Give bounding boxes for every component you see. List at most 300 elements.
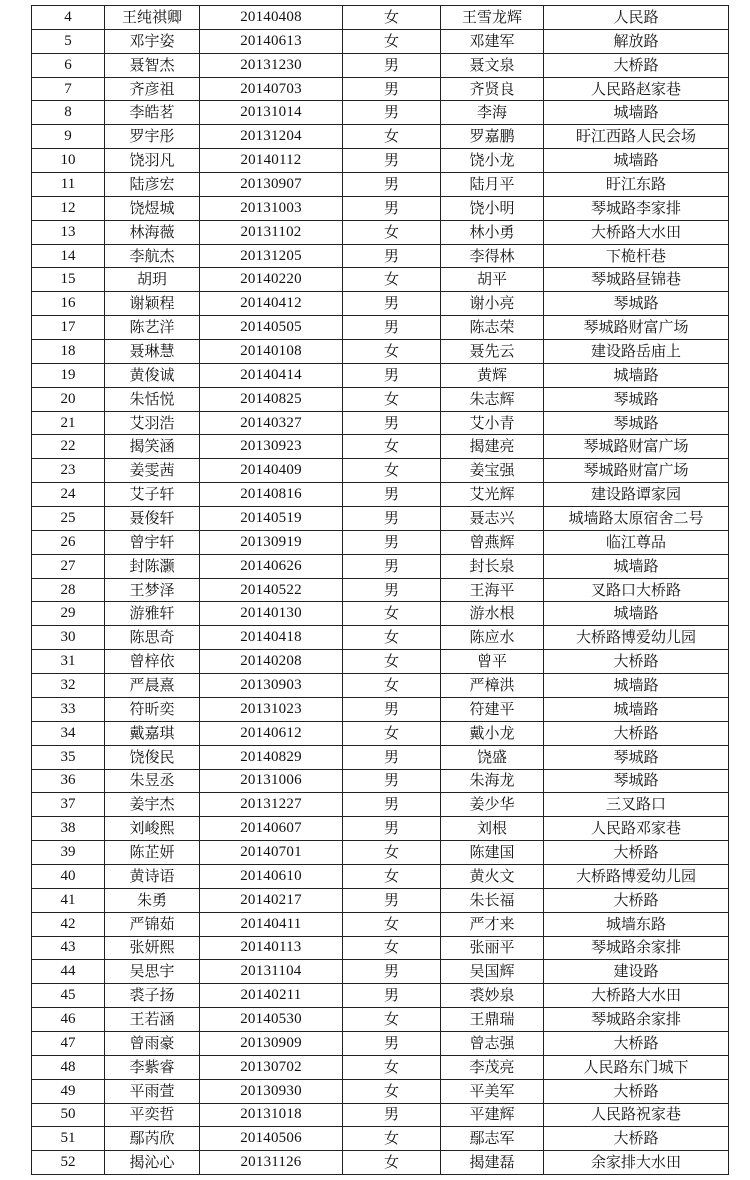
parent-name-cell: 林小勇	[441, 220, 544, 244]
student-name-cell: 刘峻熙	[105, 817, 200, 841]
home-address-cell: 临江尊品	[544, 530, 729, 554]
student-roster-table	[31, 5, 729, 1175]
student-name-cell: 戴嘉琪	[105, 721, 200, 745]
birth-date-cell: 20131102	[200, 220, 343, 244]
home-address-cell: 琴城路	[544, 769, 729, 793]
home-address-cell: 大桥路大水田	[544, 220, 729, 244]
student-name-cell: 吴思宇	[105, 960, 200, 984]
parent-name-cell: 符建平	[441, 697, 544, 721]
birth-date-cell: 20140418	[200, 626, 343, 650]
table-row	[32, 960, 729, 984]
parent-name-cell: 裘妙泉	[441, 984, 544, 1008]
home-address-cell: 人民路邓家巷	[544, 817, 729, 841]
parent-name-cell: 聂志兴	[441, 507, 544, 531]
row-number-cell: 41	[32, 888, 105, 912]
gender-cell: 男	[343, 173, 441, 197]
student-name-cell: 严锦茹	[105, 912, 200, 936]
home-address-cell: 大桥路	[544, 721, 729, 745]
student-name-cell: 黄俊诚	[105, 363, 200, 387]
home-address-cell: 琴城路财富广场	[544, 459, 729, 483]
student-name-cell: 朱恬悦	[105, 387, 200, 411]
student-name-cell: 王若涵	[105, 1008, 200, 1032]
birth-date-cell: 20140703	[200, 77, 343, 101]
parent-name-cell: 王雪龙辉	[441, 6, 544, 30]
gender-cell: 男	[343, 101, 441, 125]
row-number-cell: 8	[32, 101, 105, 125]
birth-date-cell: 20131006	[200, 769, 343, 793]
home-address-cell: 人民路祝家巷	[544, 1103, 729, 1127]
home-address-cell: 城墙东路	[544, 912, 729, 936]
parent-name-cell: 鄢志军	[441, 1127, 544, 1151]
student-name-cell: 符昕奕	[105, 697, 200, 721]
table-row	[32, 1103, 729, 1127]
student-name-cell: 陈芷妍	[105, 841, 200, 865]
home-address-cell: 解放路	[544, 29, 729, 53]
parent-name-cell: 曾燕辉	[441, 530, 544, 554]
student-name-cell: 黄诗语	[105, 864, 200, 888]
gender-cell: 女	[343, 459, 441, 483]
home-address-cell: 大桥路	[544, 650, 729, 674]
row-number-cell: 38	[32, 817, 105, 841]
row-number-cell: 43	[32, 936, 105, 960]
home-address-cell: 琴城路	[544, 745, 729, 769]
student-name-cell: 聂琳慧	[105, 340, 200, 364]
student-name-cell: 李紫睿	[105, 1055, 200, 1079]
parent-name-cell: 朱海龙	[441, 769, 544, 793]
birth-date-cell: 20140211	[200, 984, 343, 1008]
student-name-cell: 裘子扬	[105, 984, 200, 1008]
table-row	[32, 769, 729, 793]
gender-cell: 女	[343, 626, 441, 650]
gender-cell: 女	[343, 1055, 441, 1079]
row-number-cell: 35	[32, 745, 105, 769]
gender-cell: 男	[343, 244, 441, 268]
parent-name-cell: 艾小青	[441, 411, 544, 435]
home-address-cell: 盱江东路	[544, 173, 729, 197]
birth-date-cell: 20140409	[200, 459, 343, 483]
parent-name-cell: 严樟洪	[441, 674, 544, 698]
student-name-cell: 张妍熙	[105, 936, 200, 960]
gender-cell: 女	[343, 387, 441, 411]
parent-name-cell: 戴小龙	[441, 721, 544, 745]
home-address-cell: 琴城路财富广场	[544, 316, 729, 340]
gender-cell: 女	[343, 125, 441, 149]
home-address-cell: 大桥路	[544, 888, 729, 912]
birth-date-cell: 20130702	[200, 1055, 343, 1079]
row-number-cell: 11	[32, 173, 105, 197]
student-name-cell: 艾子轩	[105, 483, 200, 507]
row-number-cell: 49	[32, 1079, 105, 1103]
student-name-cell: 封陈灏	[105, 554, 200, 578]
birth-date-cell: 20140612	[200, 721, 343, 745]
parent-name-cell: 刘根	[441, 817, 544, 841]
parent-name-cell: 曾志强	[441, 1031, 544, 1055]
gender-cell: 女	[343, 268, 441, 292]
birth-date-cell: 20140519	[200, 507, 343, 531]
home-address-cell: 城墙路	[544, 674, 729, 698]
gender-cell: 男	[343, 363, 441, 387]
row-number-cell: 24	[32, 483, 105, 507]
birth-date-cell: 20140327	[200, 411, 343, 435]
table-row	[32, 53, 729, 77]
table-row	[32, 411, 729, 435]
table-row	[32, 316, 729, 340]
birth-date-cell: 20130919	[200, 530, 343, 554]
gender-cell: 女	[343, 1151, 441, 1175]
birth-date-cell: 20140411	[200, 912, 343, 936]
birth-date-cell: 20140829	[200, 745, 343, 769]
parent-name-cell: 陈应水	[441, 626, 544, 650]
parent-name-cell: 饶盛	[441, 745, 544, 769]
row-number-cell: 44	[32, 960, 105, 984]
row-number-cell: 52	[32, 1151, 105, 1175]
parent-name-cell: 吴国辉	[441, 960, 544, 984]
row-number-cell: 40	[32, 864, 105, 888]
student-name-cell: 王纯祺卿	[105, 6, 200, 30]
parent-name-cell: 陆月平	[441, 173, 544, 197]
row-number-cell: 22	[32, 435, 105, 459]
parent-name-cell: 李茂亮	[441, 1055, 544, 1079]
student-name-cell: 聂俊轩	[105, 507, 200, 531]
birth-date-cell: 20140113	[200, 936, 343, 960]
parent-name-cell: 陈志荣	[441, 316, 544, 340]
row-number-cell: 34	[32, 721, 105, 745]
gender-cell: 男	[343, 1103, 441, 1127]
parent-name-cell: 李海	[441, 101, 544, 125]
birth-date-cell: 20140217	[200, 888, 343, 912]
birth-date-cell: 20140522	[200, 578, 343, 602]
student-name-cell: 平雨萱	[105, 1079, 200, 1103]
table-row	[32, 101, 729, 125]
row-number-cell: 7	[32, 77, 105, 101]
student-name-cell: 姜雯茜	[105, 459, 200, 483]
row-number-cell: 51	[32, 1127, 105, 1151]
row-number-cell: 9	[32, 125, 105, 149]
home-address-cell: 琴城路昼锦巷	[544, 268, 729, 292]
gender-cell: 女	[343, 1079, 441, 1103]
gender-cell: 男	[343, 530, 441, 554]
home-address-cell: 大桥路	[544, 841, 729, 865]
student-name-cell: 胡玥	[105, 268, 200, 292]
gender-cell: 男	[343, 53, 441, 77]
birth-date-cell: 20140412	[200, 292, 343, 316]
gender-cell: 男	[343, 745, 441, 769]
home-address-cell: 建设路谭家园	[544, 483, 729, 507]
parent-name-cell: 封长泉	[441, 554, 544, 578]
student-name-cell: 聂智杰	[105, 53, 200, 77]
student-name-cell: 饶俊民	[105, 745, 200, 769]
parent-name-cell: 饶小龙	[441, 149, 544, 173]
student-name-cell: 饶羽凡	[105, 149, 200, 173]
table-row	[32, 1151, 729, 1175]
student-name-cell: 鄢芮欣	[105, 1127, 200, 1151]
table-row	[32, 674, 729, 698]
gender-cell: 男	[343, 578, 441, 602]
parent-name-cell: 胡平	[441, 268, 544, 292]
gender-cell: 男	[343, 1031, 441, 1055]
row-number-cell: 32	[32, 674, 105, 698]
roster-body	[32, 6, 729, 1175]
student-name-cell: 揭沁心	[105, 1151, 200, 1175]
row-number-cell: 30	[32, 626, 105, 650]
birth-date-cell: 20140701	[200, 841, 343, 865]
row-number-cell: 12	[32, 196, 105, 220]
parent-name-cell: 王海平	[441, 578, 544, 602]
row-number-cell: 50	[32, 1103, 105, 1127]
birth-date-cell: 20140112	[200, 149, 343, 173]
home-address-cell: 琴城路李家排	[544, 196, 729, 220]
student-name-cell: 王梦泽	[105, 578, 200, 602]
home-address-cell: 城墙路	[544, 554, 729, 578]
home-address-cell: 下桅杆巷	[544, 244, 729, 268]
birth-date-cell: 20140408	[200, 6, 343, 30]
gender-cell: 男	[343, 292, 441, 316]
parent-name-cell: 朱志辉	[441, 387, 544, 411]
home-address-cell: 城墙路	[544, 602, 729, 626]
row-number-cell: 45	[32, 984, 105, 1008]
parent-name-cell: 朱长福	[441, 888, 544, 912]
parent-name-cell: 张丽平	[441, 936, 544, 960]
parent-name-cell: 邓建军	[441, 29, 544, 53]
birth-date-cell: 20130907	[200, 173, 343, 197]
birth-date-cell: 20130930	[200, 1079, 343, 1103]
student-name-cell: 饶煜城	[105, 196, 200, 220]
student-name-cell: 罗宇彤	[105, 125, 200, 149]
birth-date-cell: 20131205	[200, 244, 343, 268]
parent-name-cell: 饶小明	[441, 196, 544, 220]
gender-cell: 男	[343, 507, 441, 531]
table-row	[32, 507, 729, 531]
gender-cell: 男	[343, 793, 441, 817]
gender-cell: 女	[343, 220, 441, 244]
student-name-cell: 陈艺洋	[105, 316, 200, 340]
gender-cell: 男	[343, 77, 441, 101]
table-row	[32, 29, 729, 53]
gender-cell: 女	[343, 674, 441, 698]
parent-name-cell: 平美军	[441, 1079, 544, 1103]
birth-date-cell: 20140108	[200, 340, 343, 364]
parent-name-cell: 姜宝强	[441, 459, 544, 483]
gender-cell: 男	[343, 769, 441, 793]
home-address-cell: 大桥路	[544, 1031, 729, 1055]
table-row	[32, 984, 729, 1008]
table-row	[32, 602, 729, 626]
birth-date-cell: 20131230	[200, 53, 343, 77]
gender-cell: 男	[343, 984, 441, 1008]
home-address-cell: 人民路东门城下	[544, 1055, 729, 1079]
home-address-cell: 三叉路口	[544, 793, 729, 817]
student-name-cell: 邓宇姿	[105, 29, 200, 53]
student-name-cell: 谢颖程	[105, 292, 200, 316]
gender-cell: 男	[343, 149, 441, 173]
home-address-cell: 建设路岳庙上	[544, 340, 729, 364]
table-row	[32, 912, 729, 936]
home-address-cell: 城墙路太原宿舍二号	[544, 507, 729, 531]
home-address-cell: 城墙路	[544, 363, 729, 387]
home-address-cell: 建设路	[544, 960, 729, 984]
row-number-cell: 46	[32, 1008, 105, 1032]
gender-cell: 男	[343, 554, 441, 578]
gender-cell: 男	[343, 960, 441, 984]
student-name-cell: 揭笑涵	[105, 435, 200, 459]
home-address-cell: 大桥路博爱幼儿园	[544, 864, 729, 888]
birth-date-cell: 20140130	[200, 602, 343, 626]
gender-cell: 女	[343, 602, 441, 626]
student-name-cell: 平奕哲	[105, 1103, 200, 1127]
parent-name-cell: 聂文泉	[441, 53, 544, 77]
birth-date-cell: 20131126	[200, 1151, 343, 1175]
parent-name-cell: 揭建磊	[441, 1151, 544, 1175]
table-row	[32, 387, 729, 411]
home-address-cell: 人民路	[544, 6, 729, 30]
table-row	[32, 554, 729, 578]
parent-name-cell: 王鼎瑞	[441, 1008, 544, 1032]
table-row	[32, 626, 729, 650]
home-address-cell: 大桥路博爱幼儿园	[544, 626, 729, 650]
birth-date-cell: 20130909	[200, 1031, 343, 1055]
table-row	[32, 6, 729, 30]
birth-date-cell: 20131204	[200, 125, 343, 149]
student-name-cell: 曾梓依	[105, 650, 200, 674]
home-address-cell: 城墙路	[544, 149, 729, 173]
table-row	[32, 721, 729, 745]
student-name-cell: 姜宇杰	[105, 793, 200, 817]
table-row	[32, 1127, 729, 1151]
row-number-cell: 18	[32, 340, 105, 364]
gender-cell: 女	[343, 650, 441, 674]
table-row	[32, 864, 729, 888]
table-row	[32, 888, 729, 912]
table-row	[32, 483, 729, 507]
gender-cell: 女	[343, 1008, 441, 1032]
gender-cell: 女	[343, 721, 441, 745]
home-address-cell: 盱江西路人民会场	[544, 125, 729, 149]
parent-name-cell: 谢小亮	[441, 292, 544, 316]
parent-name-cell: 姜少华	[441, 793, 544, 817]
row-number-cell: 10	[32, 149, 105, 173]
row-number-cell: 15	[32, 268, 105, 292]
home-address-cell: 叉路口大桥路	[544, 578, 729, 602]
table-row	[32, 578, 729, 602]
parent-name-cell: 艾光辉	[441, 483, 544, 507]
row-number-cell: 16	[32, 292, 105, 316]
gender-cell: 男	[343, 196, 441, 220]
table-row	[32, 1031, 729, 1055]
home-address-cell: 大桥路	[544, 53, 729, 77]
table-row	[32, 745, 729, 769]
birth-date-cell: 20130903	[200, 674, 343, 698]
gender-cell: 男	[343, 817, 441, 841]
table-row	[32, 936, 729, 960]
home-address-cell: 琴城路	[544, 411, 729, 435]
student-name-cell: 游雅轩	[105, 602, 200, 626]
home-address-cell: 琴城路	[544, 387, 729, 411]
birth-date-cell: 20140505	[200, 316, 343, 340]
student-name-cell: 朱勇	[105, 888, 200, 912]
table-row	[32, 435, 729, 459]
student-name-cell: 曾雨豪	[105, 1031, 200, 1055]
parent-name-cell: 罗嘉鹏	[441, 125, 544, 149]
parent-name-cell: 黄火文	[441, 864, 544, 888]
parent-name-cell: 李得林	[441, 244, 544, 268]
student-name-cell: 朱昱丞	[105, 769, 200, 793]
parent-name-cell: 黄辉	[441, 363, 544, 387]
table-row	[32, 125, 729, 149]
student-name-cell: 李航杰	[105, 244, 200, 268]
row-number-cell: 13	[32, 220, 105, 244]
table-row	[32, 244, 729, 268]
home-address-cell: 大桥路大水田	[544, 984, 729, 1008]
gender-cell: 女	[343, 340, 441, 364]
row-number-cell: 39	[32, 841, 105, 865]
parent-name-cell: 揭建亮	[441, 435, 544, 459]
parent-name-cell: 严才来	[441, 912, 544, 936]
table-row	[32, 817, 729, 841]
student-name-cell: 严晨熹	[105, 674, 200, 698]
row-number-cell: 19	[32, 363, 105, 387]
row-number-cell: 33	[32, 697, 105, 721]
row-number-cell: 25	[32, 507, 105, 531]
gender-cell: 男	[343, 697, 441, 721]
row-number-cell: 21	[32, 411, 105, 435]
row-number-cell: 26	[32, 530, 105, 554]
student-name-cell: 曾宇轩	[105, 530, 200, 554]
table-row	[32, 650, 729, 674]
row-number-cell: 36	[32, 769, 105, 793]
birth-date-cell: 20140610	[200, 864, 343, 888]
gender-cell: 女	[343, 864, 441, 888]
row-number-cell: 5	[32, 29, 105, 53]
birth-date-cell: 20140208	[200, 650, 343, 674]
gender-cell: 女	[343, 6, 441, 30]
student-name-cell: 林海薇	[105, 220, 200, 244]
table-row	[32, 841, 729, 865]
birth-date-cell: 20131018	[200, 1103, 343, 1127]
home-address-cell: 城墙路	[544, 101, 729, 125]
table-row	[32, 1079, 729, 1103]
birth-date-cell: 20140220	[200, 268, 343, 292]
table-row	[32, 196, 729, 220]
table-row	[32, 793, 729, 817]
parent-name-cell: 游水根	[441, 602, 544, 626]
gender-cell: 女	[343, 912, 441, 936]
row-number-cell: 29	[32, 602, 105, 626]
home-address-cell: 余家排大水田	[544, 1151, 729, 1175]
birth-date-cell: 20140825	[200, 387, 343, 411]
birth-date-cell: 20131003	[200, 196, 343, 220]
table-row	[32, 220, 729, 244]
birth-date-cell: 20140613	[200, 29, 343, 53]
birth-date-cell: 20131104	[200, 960, 343, 984]
gender-cell: 女	[343, 1127, 441, 1151]
row-number-cell: 37	[32, 793, 105, 817]
birth-date-cell: 20140607	[200, 817, 343, 841]
student-name-cell: 陈思奇	[105, 626, 200, 650]
home-address-cell: 人民路赵家巷	[544, 77, 729, 101]
parent-name-cell: 陈建国	[441, 841, 544, 865]
gender-cell: 女	[343, 435, 441, 459]
table-row	[32, 459, 729, 483]
parent-name-cell: 齐贤良	[441, 77, 544, 101]
home-address-cell: 城墙路	[544, 697, 729, 721]
row-number-cell: 28	[32, 578, 105, 602]
parent-name-cell: 曾平	[441, 650, 544, 674]
table-row	[32, 340, 729, 364]
gender-cell: 男	[343, 888, 441, 912]
row-number-cell: 42	[32, 912, 105, 936]
table-row	[32, 530, 729, 554]
row-number-cell: 17	[32, 316, 105, 340]
